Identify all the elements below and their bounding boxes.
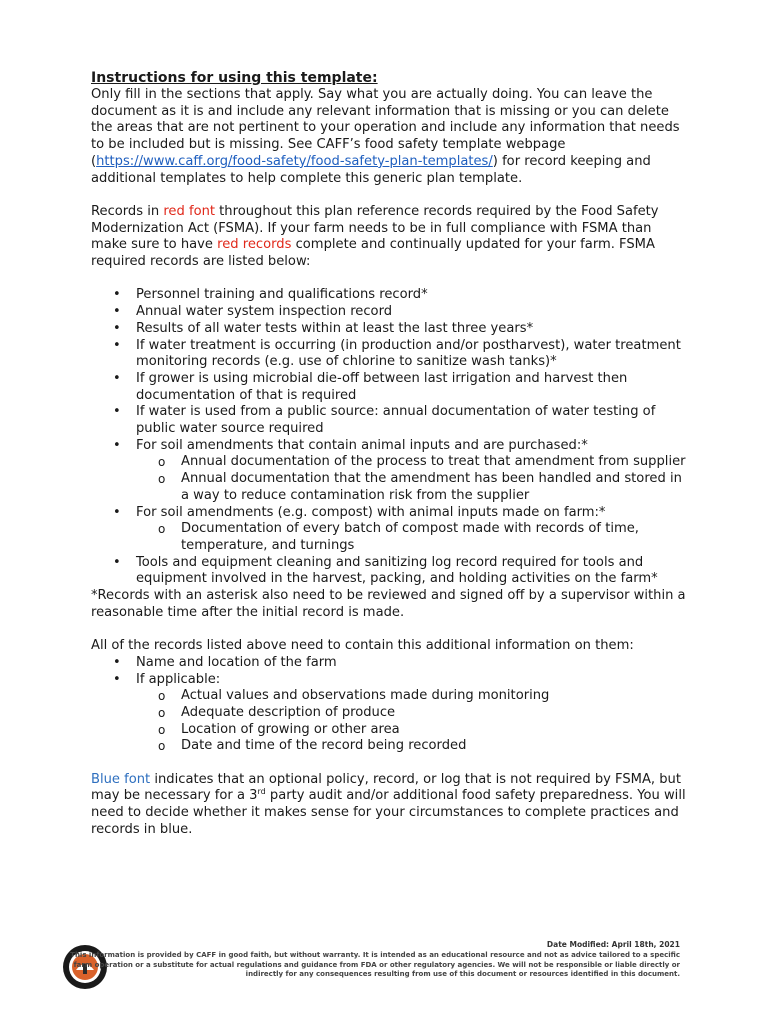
list-item: • If applicable:: [91, 672, 691, 689]
records-text: throughout this plan reference records required by the Food Safety Modernization Act (FSMA). If your farm needs to be in full compliance with FSMA than make sure to have: [91, 203, 659, 253]
intro-text: Only fill in the sections that apply. Say what you are actually doing. You can leave the document as it is and include any relevant information that is missing or you can delete the areas that are not pertinent to your operation and include any information that needs to be included but is missing. See CAFF’s food safety template webpage (: [91, 87, 680, 169]
list-item: • If water treatment is occurring (in production and/or postharvest), water treatment monitoring records (e.g. use of chlorine to sanitize wash tanks)*: [91, 338, 691, 371]
additional-info-intro: All of the records listed above need to contain this additional information on them:: [91, 638, 634, 654]
sub-list-item: o Annual documentation that the amendment has been handled and stored in a way to reduce contamination risk from the supplier: [91, 471, 691, 504]
disclaimer-text: This information is provided by CAFF in good faith, but without warranty. It is intended as an educational resource and not as advice tailored to a specific farm operation or a substitute for actual regulations and guidance from FDA or other regulatory agencies. We will not be responsible or liable directly or indirectly for any consequences resulting from use of this document or resources identified in this document.: [70, 951, 680, 978]
list-item: • Personnel training and qualifications record*: [91, 287, 691, 304]
list-item: • For soil amendments that contain animal inputs and are purchased:*: [91, 438, 691, 455]
intro-text-end: ) for record keeping and additional templates to help complete this generic plan template.: [91, 153, 651, 186]
sub-list-item: o Annual documentation of the process to treat that amendment from supplier: [91, 454, 691, 471]
page-title: Instructions for using this template:: [91, 70, 378, 86]
page-footer: [60, 940, 680, 980]
sub-list-item: o Documentation of every batch of compost made with records of time, temperature, and turnings: [91, 521, 691, 554]
records-text: Records in: [91, 203, 164, 219]
blue-font-paragraph: [91, 772, 691, 839]
intro-paragraph: [91, 87, 691, 187]
records-paragraph: [91, 204, 691, 271]
document-body: [91, 70, 691, 839]
red-font-label: red font: [163, 203, 216, 219]
list-item: • Name and location of the farm: [91, 655, 691, 672]
date-modified: Date Modified: April 18th, 2021: [546, 940, 680, 949]
red-records-label: red records: [217, 237, 292, 253]
superscript-rd: rd: [257, 787, 266, 797]
blue-para-text: party audit and/or additional food safety preparedness. You will need to decide whether it makes sense for your circumstances to complete practices and records in blue.: [91, 788, 686, 837]
additional-info-list: [91, 655, 691, 755]
sub-list-item: o Location of growing or other area: [91, 722, 691, 739]
blue-font-label: Blue font: [91, 771, 151, 787]
list-item: • Annual water system inspection record: [91, 304, 691, 321]
list-item: • Results of all water tests within at least the last three years*: [91, 321, 691, 338]
sub-list-item: o Date and time of the record being recorded: [91, 738, 691, 755]
blue-para-text: indicates that an optional policy, record, or log that is not required by FSMA, but may be necessary for a 3: [91, 771, 681, 804]
records-text: complete and continually updated for your farm. FSMA required records are listed below:: [91, 237, 655, 270]
sub-list-item: o Adequate description of produce: [91, 705, 691, 722]
fsma-records-list: [91, 287, 691, 588]
sub-list-item: o Actual values and observations made during monitoring: [91, 688, 691, 705]
asterisk-note: *Records with an asterisk also need to be reviewed and signed off by a supervisor within a reasonable time after the initial record is made.: [91, 588, 686, 620]
list-item: • For soil amendments (e.g. compost) with animal inputs made on farm:*: [91, 505, 691, 522]
list-item: • If water is used from a public source: annual documentation of water testing of public water source required: [91, 404, 691, 437]
caff-templates-link[interactable]: https://www.caff.org/food-safety/food-safety-plan-templates/: [96, 153, 493, 169]
list-item: • If grower is using microbial die-off between last irrigation and harvest then documentation of that is required: [91, 371, 691, 404]
list-item: • Tools and equipment cleaning and sanitizing log record required for tools and equipment involved in the harvest, packing, and holding activities on the farm*: [91, 555, 691, 588]
